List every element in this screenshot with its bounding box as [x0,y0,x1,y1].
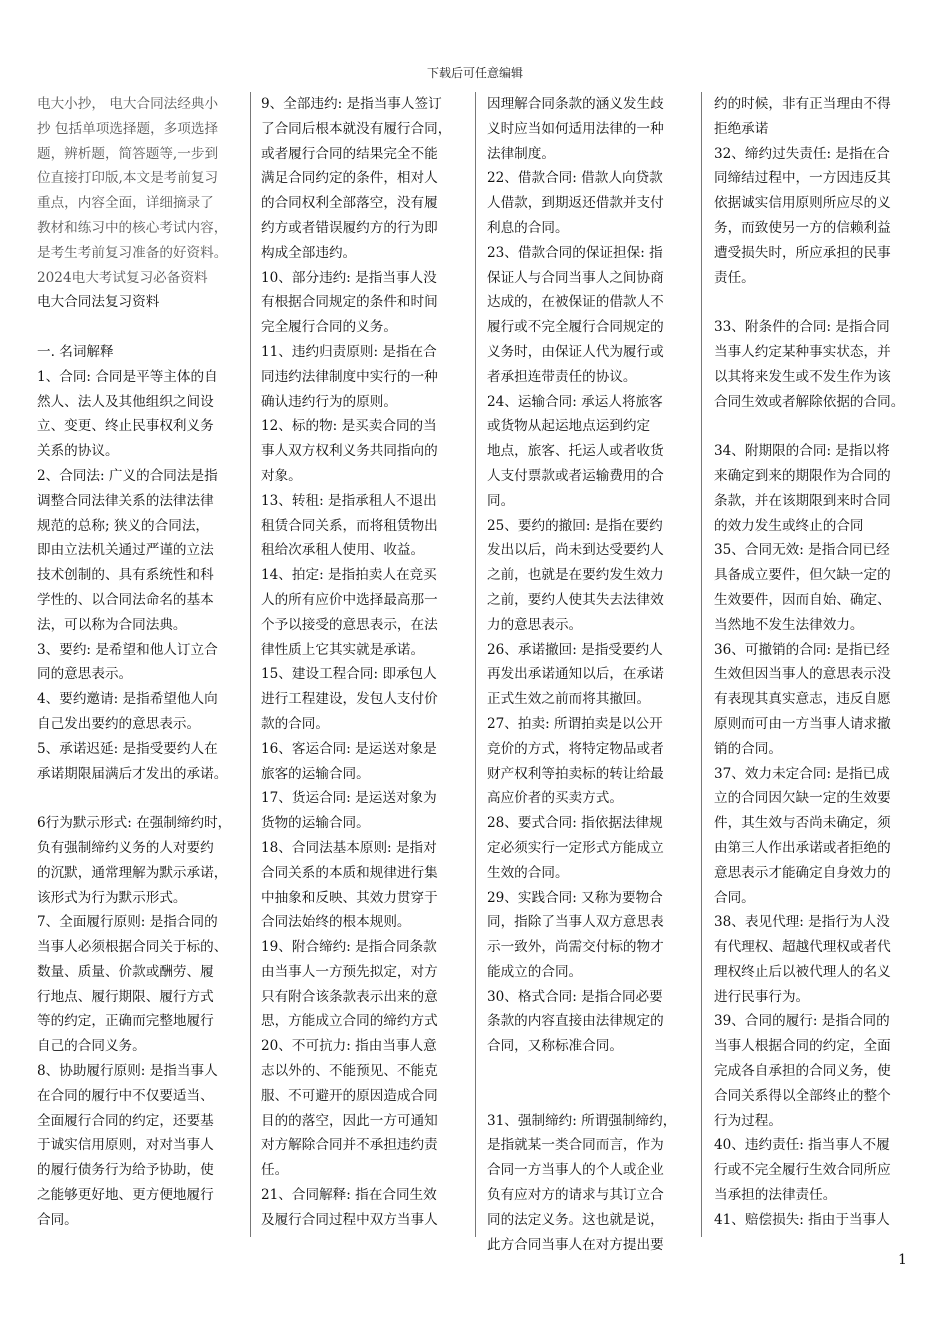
paragraph: 21、合同解释: 指在合同生效 及履行合同过程中双方当事人 [261,1187,438,1228]
paragraph: 8、协助履行原则: 是指当事人 在合同的履行中不仅要适当、 全面履行合同的约定，还要基 于诚实信用原则，对对当事人 的履行债务行为给予协助，使 之能够更好地、更方便地履行 合同。 [37,1063,218,1228]
paragraph: 9、全部违约: 是指当事人签订 了合同后根本就没有履行合同， 或者履行合同的结果完全不能 满足合同约定的条件，相对人 的合同权利全部落空，没有履 约方或者错误履约方的行为即 构成全部违约。 [261,96,452,261]
paragraph: 35、合同无效: 是指合同已经 具备成立要件，但欠缺一定的 生效要件，因而自始、确定、 当然地不发生法律效力。 [714,542,891,633]
paragraph: 3、要约: 是希望和他人订立合 同的意思表示。 [37,641,218,683]
paragraph: 4、要约邀请: 是指希望他人向 自己发出要约的意思表示。 [37,691,218,732]
paragraph: 14、拍定: 是指拍卖人在竞买 人的所有应价中选择最高那一 个予以接受的意思表示，在法 律性质上它其实就是承诺。 [261,567,438,658]
paragraph: 28、要式合同: 指依据法律规 定必须实行一定形式方能成立 生效的合同。 [487,815,664,881]
paragraph: 24、运输合同: 承运人将旅客 或货物从起运地点运到约定 地点，旅客、托运人或者收货 人支付票款或者运输费用的合 同。 [487,393,664,509]
paragraph: 40、违约责任: 指当事人不履 行或不完全履行生效合同所应 当承担的法律责任。 [714,1137,891,1204]
paragraph: 22、借款合同: 借款人向贷款 人借款，到期返还借款并支付 利息的合同。 [487,170,664,236]
paragraph: 39、合同的履行: 是指合同的 当事人根据合同的约定，全面 完成各自承担的合同义务，使 合同关系得以全部终止的整个 行为过程。 [714,1013,891,1129]
paragraph: 11、违约归责原则: 是指在合 同违约法律制度中实行的一种 确认违约行为的原则。 [261,343,438,410]
paragraph: 37、效力未定合同: 是指已成 立的合同因欠缺一定的生效要 件，其生效与否尚未确定，须 由第三人作出承诺或者拒绝的 意思表示才能确定自身效力的 合同。 [714,765,891,906]
paragraph: 33、附条件的合同: 是指合同 当事人约定某种事实状态，并 以其将来发生或不发生作为该 合同生效或者解除依据的合同。 [714,319,905,410]
paragraph: 2024电大考试复习必备资料 [37,269,208,286]
paragraph: 38、表见代理: 是指行为人没 有代理权、超越代理权或者代 理权终止后以被代理人的名义 进行民事行为。 [714,914,891,1005]
paragraph: 19、附合缔约: 是指合同条款 由当事人一方预先拟定，对方 只有附合该条款表示出来的意 思，方能成立合同的缔约方式 [261,939,438,1030]
paragraph: 6行为默示形式: 在强制缔约时， 负有强制缔约义务的人对要约 的沉默，通常理解为默示承诺， 该形式为行为默示形式。 [37,815,232,906]
text-column-1 [37,92,247,1233]
paragraph: 10、部分违约: 是指当事人没 有根据合同规定的条件和时间 完全履行合同的义务。 [261,269,438,336]
column-divider [250,92,251,1237]
paragraph: 12、标的物: 是买卖合同的当 事人双方权利义务共同指向的 对象。 [261,418,438,484]
column-divider [475,92,476,1237]
paragraph: 15、建设工程合同: 即承包人 进行工程建设，发包人支付价 款的合同。 [261,666,438,732]
paragraph: 16、客运合同: 是运送对象是 旅客的运输合同。 [261,740,437,782]
text-column-3 [487,92,697,1257]
paragraph: 1、合同: 合同是平等主体的自 然人、法人及其他组织之间设 立、变更、终止民事权利义务 关系的协议。 [37,368,218,460]
paragraph: 因理解合同条款的涵义发生歧 义时应当如何适用法律的一种 法律制度。 [487,96,664,162]
page-header: 下载后可任意编辑 [426,66,523,80]
paragraph: 25、要约的撤回: 是指在要约 发出以后，尚未到达受要约人 之前，也就是在要约发生效力 之前，要约人使其失去法律效 力的意思表示。 [487,517,664,633]
page-number: 1 [898,1252,907,1268]
paragraph: 13、转租: 是指承租人不退出 租赁合同关系，而将租赁物出 租给次承租人使用、收益。 [261,492,438,559]
paragraph: 31、强制缔约: 所谓强制缔约， 是指就某一类合同而言，作为 合同一方当事人的个人或企业 负有应对方的请求与其订立合 同的法定义务。这也就是说， 此方合同当事人在对方提出要 [487,1112,677,1253]
paragraph: 18、合同法基本原则: 是指对 合同关系的本质和规律进行集 中抽象和反映、其效力贯穿于 合同法始终的根本规则。 [261,839,438,931]
paragraph: 一. 名词解释 [37,343,114,360]
paragraph: 20、不可抗力: 指由当事人意 志以外的、不能预见、不能克 服、不可避开的原因造成合同 目的的落空，因此一方可通知 对方解除合同并不承担违约责 任。 [261,1038,438,1179]
paragraph: 29、实践合同: 又称为要物合 同，指除了当事人双方意思表 示一致外，尚需交付标的物才 能成立的合同。 [487,889,664,980]
paragraph: 41、赔偿损失: 指由于当事人 [714,1211,890,1228]
text-column-4 [714,92,924,1233]
paragraph: 17、货运合同: 是运送对象为 货物的运输合同。 [261,790,437,832]
text-column-2 [261,92,471,1233]
paragraph: 26、承诺撤回: 是指受要约人 再发出承诺通知以后，在承诺 正式生效之前而将其撤回。 [487,641,664,708]
paragraph: 27、拍卖: 所谓拍卖是以公开 竞价的方式，将特定物品或者 财产权利等拍卖标的转让给最 高应价者的买卖方式。 [487,715,664,807]
paragraph: 36、可撤销的合同: 是指已经 生效但因当事人的意思表示没 有表现其真实意志，违反自愿 原则而可由一方当事人请求撤 销的合同。 [714,641,891,757]
paragraph: 电大小抄， 电大合同法经典小 抄 包括单项选择题，多项选择 题，辨析题，简答题等,一步到 位直接打印版,本文是考前复习 重点，内容全面，详细摘录了 教材和练习中的核心考试内容， 是考生考前复习准备的好资料。 [37,96,228,261]
paragraph: 电大合同法复习资料 [37,294,160,311]
paragraph: 34、附期限的合同: 是指以将 来确定到来的期限作为合同的 条款，并在该期限到来时合同 的效力发生或终止的合同 [714,443,891,534]
column-divider [701,92,702,1237]
paragraph: 5、承诺迟延: 是指受要约人在 承诺期限届满后才发出的承诺。 [37,740,228,782]
paragraph: 2、合同法: 广义的合同法是指 调整合同法律关系的法律法律 规范的总称; 狭义的合同法， 即由立法机关通过严谨的立法 技术创制的、具有系统性和科 学性的、以合同法命名的基本 法，可以称为合同法典。 [37,467,218,633]
paragraph: 7、全面履行原则: 是指合同的 当事人必须根据合同关于标的、 数量、质量、价款或酬劳、履 行地点、履行期限、履行方式 等的约定，正确而完整地履行 自己的合同义务。 [37,914,228,1055]
paragraph: 23、借款合同的保证担保: 指 保证人与合同当事人之间协商 达成的，在被保证的借款人不 履行或不完全履行合同规定的 义务时，由保证人代为履行或 者承担连带责任的协议。 [487,244,664,385]
paragraph: 32、缔约过失责任: 是指在合 同缔结过程中，一方因违反其 依据诚实信用原则所应尽的义 务，而致使另一方的信赖利益 遭受损失时，所应承担的民事 责任。 [714,145,891,286]
paragraph: 约的时候，非有正当理由不得 拒绝承诺 [714,96,891,137]
paragraph: 30、格式合同: 是指合同必要 条款的内容直接由法律规定的 合同，又称标准合同。 [487,988,664,1055]
